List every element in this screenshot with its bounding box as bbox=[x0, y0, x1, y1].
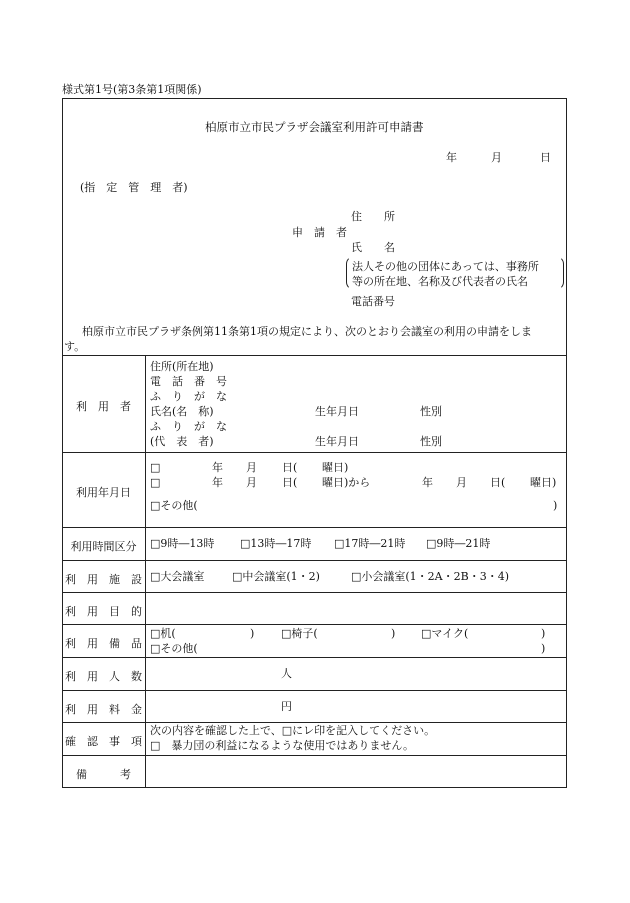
date-line1-day: 日( bbox=[282, 461, 298, 474]
count-unit: 人 bbox=[281, 667, 292, 680]
row-divider bbox=[62, 690, 567, 691]
row-label-fee: 利 用 料 金 bbox=[65, 703, 142, 716]
intro-line2: す。 bbox=[64, 340, 86, 353]
row-label-time: 利用時間区分 bbox=[70, 540, 137, 553]
equipment-other-close: ) bbox=[541, 642, 546, 655]
equipment-other-checkbox[interactable]: □その他( bbox=[150, 642, 198, 655]
date-line2-weekday-from: 曜日)から bbox=[322, 476, 371, 489]
date-line1-year: 年 bbox=[212, 461, 223, 474]
equipment-mic-checkbox[interactable]: □マイク( bbox=[421, 627, 469, 640]
row-label-facility: 利 用 施 設 bbox=[65, 573, 142, 586]
row-label-user: 利 用 者 bbox=[76, 400, 131, 413]
user-address-label: 住所(所在地) bbox=[150, 360, 214, 373]
row-label-equipment: 利 用 備 品 bbox=[65, 637, 142, 650]
facility-option-medium[interactable]: □中会議室(1・2) bbox=[232, 570, 320, 583]
time-option-17-21[interactable]: □17時―21時 bbox=[334, 537, 406, 550]
date-line2-year-to: 年 bbox=[422, 476, 433, 489]
user-furigana2-label: ふ り が な bbox=[150, 420, 227, 433]
equipment-chair-close: ) bbox=[391, 627, 396, 640]
applicant-label: 申 請 者 bbox=[292, 226, 347, 239]
row-label-purpose: 利 用 目 的 bbox=[65, 605, 142, 618]
row-divider bbox=[62, 452, 567, 453]
column-divider bbox=[145, 355, 146, 787]
date-line2-year: 年 bbox=[212, 476, 223, 489]
date-line2-weekday-to: 曜日) bbox=[530, 476, 557, 489]
time-option-9-21[interactable]: □9時―21時 bbox=[426, 537, 491, 550]
facility-option-small[interactable]: □小会議室(1・2A・2B・3・4) bbox=[351, 570, 509, 583]
date-day: 日 bbox=[540, 151, 551, 164]
date-line2-month: 月 bbox=[246, 476, 257, 489]
row-label-date: 利用年月日 bbox=[76, 486, 131, 499]
user-dob2-label: 生年月日 bbox=[315, 435, 359, 448]
date-line2-day: 日( bbox=[282, 476, 298, 489]
date-line1-month: 月 bbox=[246, 461, 257, 474]
applicant-name-label: 氏 名 bbox=[351, 241, 395, 254]
date-other-close: ) bbox=[553, 499, 558, 512]
user-furigana1-label: ふ り が な bbox=[150, 390, 227, 403]
form-title: 柏原市立市民プラザ会議室利用許可申請書 bbox=[205, 120, 424, 134]
row-divider bbox=[62, 527, 567, 528]
applicant-phone-label: 電話番号 bbox=[351, 295, 395, 308]
addressee: (指 定 管 理 者) bbox=[80, 181, 188, 194]
confirm-instruction: 次の内容を確認した上で、□にレ印を記入してください。 bbox=[150, 724, 436, 737]
time-option-13-17[interactable]: □13時―17時 bbox=[240, 537, 312, 550]
user-sex2-label: 性別 bbox=[420, 435, 442, 448]
equipment-mic-close: ) bbox=[541, 627, 546, 640]
row-divider bbox=[62, 355, 567, 356]
user-name-label: 氏名(名 称) bbox=[150, 405, 214, 418]
time-option-9-13[interactable]: □9時―13時 bbox=[150, 537, 215, 550]
date-month: 月 bbox=[491, 151, 502, 164]
fee-unit: 円 bbox=[281, 700, 292, 713]
user-phone-label: 電 話 番 号 bbox=[150, 375, 227, 388]
equipment-chair-checkbox[interactable]: □椅子( bbox=[281, 627, 318, 640]
date-line2-day-to: 日( bbox=[490, 476, 506, 489]
confirm-checkbox-antisocial[interactable]: □ 暴力団の利益になるような使用ではありません。 bbox=[150, 739, 415, 752]
date-line1-checkbox[interactable]: □ bbox=[150, 461, 161, 474]
date-line1-weekday: 曜日) bbox=[322, 461, 349, 474]
row-divider bbox=[62, 657, 567, 658]
row-divider bbox=[62, 592, 567, 593]
row-divider bbox=[62, 755, 567, 756]
row-divider bbox=[62, 722, 567, 723]
row-label-confirm: 確 認 事 項 bbox=[65, 735, 142, 748]
facility-option-large[interactable]: □大会議室 bbox=[150, 570, 205, 583]
user-dob1-label: 生年月日 bbox=[315, 405, 359, 418]
user-rep-label: (代 表 者) bbox=[150, 435, 214, 448]
equipment-desk-checkbox[interactable]: □机( bbox=[150, 627, 176, 640]
equipment-desk-close: ) bbox=[250, 627, 255, 640]
intro-line1: 柏原市立市民プラザ条例第11条第1項の規定により、次のとおり会議室の利用の申請をしま bbox=[82, 325, 532, 338]
corporate-note-line1: 法人その他の団体にあっては、事務所 bbox=[352, 260, 539, 273]
date-line2-month-to: 月 bbox=[456, 476, 467, 489]
user-sex1-label: 性別 bbox=[420, 405, 442, 418]
row-divider bbox=[62, 624, 567, 625]
applicant-address-label: 住 所 bbox=[351, 210, 395, 223]
row-label-remarks: 備 考 bbox=[76, 768, 131, 781]
date-other-checkbox[interactable]: □その他( bbox=[150, 499, 198, 512]
corporate-note-line2: 等の所在地、名称及び代表者の氏名 bbox=[352, 275, 528, 288]
date-line2-checkbox[interactable]: □ bbox=[150, 476, 161, 489]
date-year: 年 bbox=[446, 151, 457, 164]
row-divider bbox=[62, 560, 567, 561]
form-number: 様式第1号(第3条第1項関係) bbox=[62, 83, 202, 96]
row-label-count: 利 用 人 数 bbox=[65, 670, 142, 683]
